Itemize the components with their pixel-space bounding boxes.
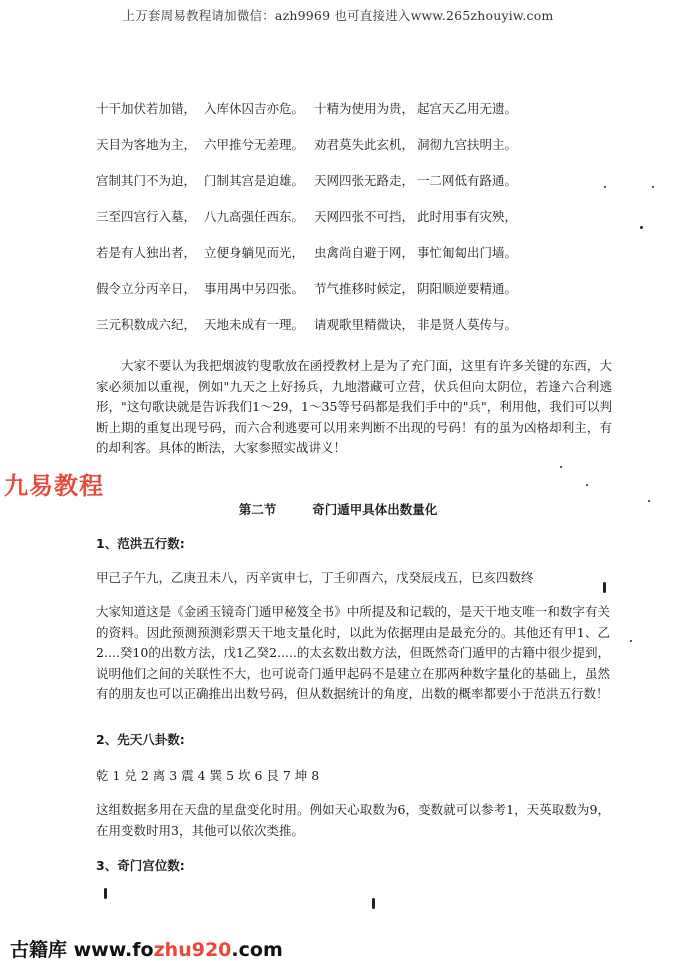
poem-line bbox=[96, 170, 656, 206]
scan-speck bbox=[640, 226, 643, 229]
poem-verse: 三元积数成六纪， bbox=[96, 317, 197, 332]
poem-verse: 此时用事有灾殃， bbox=[417, 209, 518, 224]
poem-verse: 一二网低有路通。 bbox=[417, 173, 518, 188]
section-number: 第二节 bbox=[238, 502, 277, 517]
poem-block bbox=[96, 98, 656, 350]
scan-speck bbox=[560, 466, 562, 468]
poem-verse: 门制其宫是迫雄。 bbox=[204, 173, 305, 188]
poem-line bbox=[96, 314, 656, 350]
header-banner: 上万套周易教程请加微信：azh9969 也可直接进入www.265zhouyiw.com bbox=[122, 8, 554, 23]
poem-verse: 非是贤人莫传与。 bbox=[417, 317, 518, 332]
poem-verse: 立便身躺见而光， bbox=[204, 245, 305, 260]
scan-speck bbox=[604, 186, 606, 188]
poem-verse: 八九高强任西东。 bbox=[204, 209, 305, 224]
poem-line bbox=[96, 206, 656, 242]
poem-verse: 十干加伏若加错， bbox=[96, 101, 197, 116]
item2-formula: 乾 1 兑 2 离 3 震 4 巽 5 坎 6 艮 7 坤 8 bbox=[96, 768, 320, 783]
footer-banner bbox=[10, 935, 283, 962]
poem-line bbox=[96, 98, 656, 134]
poem-verse: 事忙匍匐出门墙。 bbox=[417, 245, 518, 260]
scan-speck bbox=[586, 484, 588, 486]
poem-verse: 请观歌里精微诀， bbox=[314, 317, 415, 332]
scan-speck bbox=[652, 186, 654, 188]
poem-verse: 事用禺中另四张。 bbox=[204, 281, 305, 296]
poem-verse: 起宫天乙用无遗。 bbox=[417, 101, 518, 116]
footer-suffix: .com bbox=[231, 939, 283, 961]
poem-verse: 节气推移时候定， bbox=[314, 281, 415, 296]
poem-verse: 天网四张不可挡， bbox=[314, 209, 415, 224]
item3-heading: 3、奇门宫位数: bbox=[96, 858, 185, 873]
item1-formula: 甲己子午九，乙庚丑未八，丙辛寅申七，丁壬卯酉六，戊癸辰戌五，巳亥四数终 bbox=[96, 570, 534, 585]
poem-verse: 天网四张无路走， bbox=[314, 173, 415, 188]
scan-speck bbox=[630, 640, 632, 642]
poem-verse: 虫禽尚自避于网， bbox=[314, 245, 415, 260]
item1-heading: 1、范洪五行数: bbox=[96, 536, 185, 551]
poem-verse: 宫制其门不为迫， bbox=[96, 173, 197, 188]
scan-mark bbox=[104, 888, 107, 899]
poem-line bbox=[96, 134, 656, 170]
item2-heading: 2、先天八卦数: bbox=[96, 732, 185, 747]
poem-verse: 假令立分丙辛日， bbox=[96, 281, 197, 296]
poem-verse: 六甲推兮无差理。 bbox=[204, 137, 305, 152]
footer-accent: zhu bbox=[153, 939, 192, 961]
poem-verse: 入库休囚吉亦危。 bbox=[204, 101, 305, 116]
scan-mark bbox=[372, 898, 375, 909]
scan-speck bbox=[648, 500, 650, 502]
poem-verse: 劝君莫失此玄机， bbox=[314, 137, 415, 152]
poem-verse: 洞彻九宫扶明主。 bbox=[417, 137, 518, 152]
poem-verse: 天地未成有一理。 bbox=[204, 317, 305, 332]
poem-line bbox=[96, 278, 656, 314]
watermark-logo: 九易教程 bbox=[4, 472, 104, 500]
item2-explanation: 这组数据多用在天盘的星盘变化时用。例如天心取数为6，变数就可以参考1，天英取数为9，在用变数时用3，其他可以依次类推。 bbox=[96, 802, 610, 838]
poem-verse: 阴阳顺逆要精通。 bbox=[417, 281, 518, 296]
footer-prefix: 古籍库 www.fo bbox=[10, 939, 154, 961]
section-name: 奇门遁甲具体出数量化 bbox=[312, 502, 438, 517]
footer-number: 920 bbox=[191, 939, 232, 961]
intro-paragraph: 大家不要认为我把烟波钓叟歌放在函授教材上是为了充门面，这里有许多关键的东西，大家必须加以重视，例如"九天之上好扬兵，九地潜藏可立营，伏兵但向太阴位，若逢六合利逃形，"这句歌诀就是告诉我们1～29，1～35等号码都是我们手中的"兵"，利用他，我们可以判断上期的重复出现号码，而六合利逃要可以用来判断不出现的号码！有的虽为凶格却利主，有的却利客。具体的断法，大家参照实战讲义！ bbox=[96, 358, 612, 455]
poem-verse: 天目为客地为主， bbox=[96, 137, 197, 152]
poem-verse: 三至四宫行入墓， bbox=[96, 209, 197, 224]
section-title bbox=[0, 500, 676, 518]
scan-mark bbox=[603, 582, 606, 593]
item1-explanation: 大家知道这是《金函玉镜奇门遁甲秘笈全书》中所提及和记载的，是天干地支唯一和数字有关的资料。因此预测预测彩票天干地支量化时，以此为依据理由是最充分的。其他还有甲1、乙2....癸10的出数方法，戊1乙癸2.....的太玄数出数方法，但既然奇门遁甲的古籍中很少提到，说明他们之间的关联性不大，也可说奇门遁甲起码不是建立在那两种数字量化的基础上，虽然有的朋友也可以正确推出出数号码，但从数据统计的角度，出数的概率都要小于范洪五行数！ bbox=[96, 604, 610, 701]
poem-verse: 十精为使用为贵， bbox=[314, 101, 415, 116]
poem-line bbox=[96, 242, 656, 278]
poem-verse: 若是有人独出者， bbox=[96, 245, 197, 260]
